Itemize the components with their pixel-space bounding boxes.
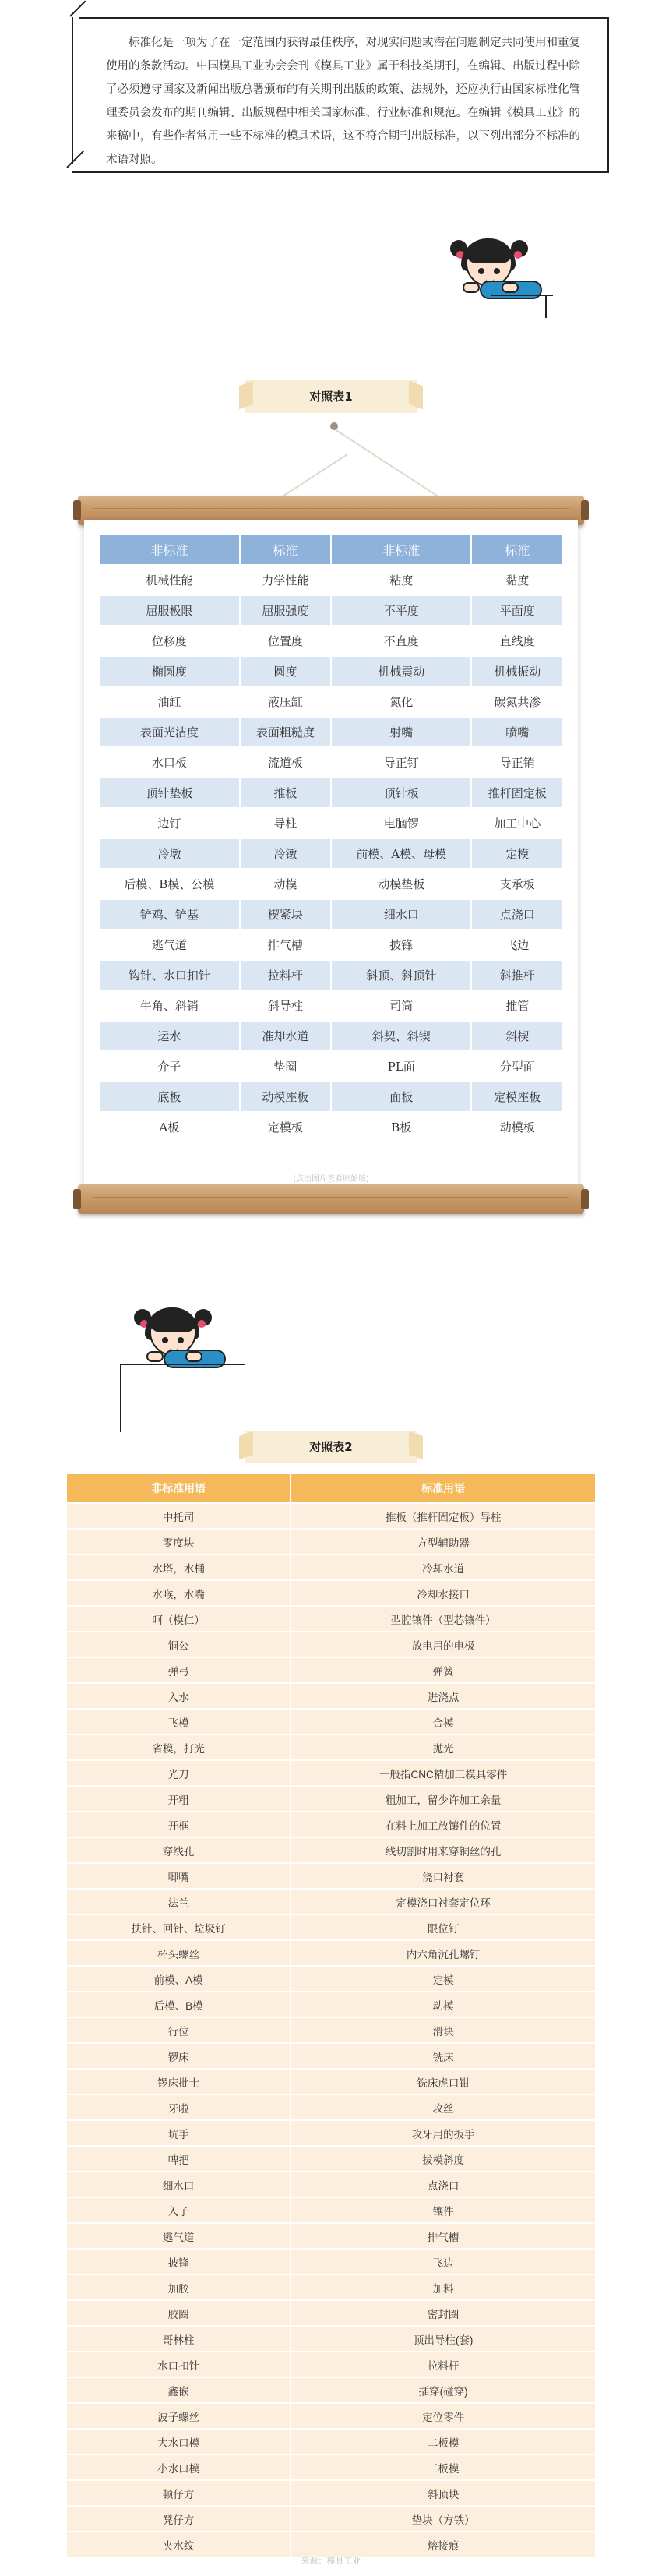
table-cell: 前模、A模 (67, 1967, 290, 1991)
table-cell: 拉料杆 (241, 961, 330, 990)
table-cell: 扶针、回针、垃圾钉 (67, 1915, 290, 1939)
table-row (67, 1787, 595, 1811)
table-cell: 披锋 (67, 2250, 290, 2274)
nail-icon (330, 422, 338, 430)
table-cell: 运水 (100, 1022, 239, 1050)
table-row (100, 870, 562, 898)
table-row (100, 991, 562, 1020)
table-cell: 水口板 (151, 756, 187, 770)
table-cell: 冷却水接口 (290, 1581, 595, 1605)
table-row (100, 961, 562, 990)
intro-border-top (79, 17, 609, 19)
table-cell: 鑫嵌 (67, 2378, 290, 2402)
table-cell: 锣床 (67, 2044, 290, 2068)
table-cell: B板 (391, 1120, 412, 1134)
table-row (67, 1632, 595, 1657)
table-cell: 冷墩 (100, 839, 239, 868)
table-row (67, 2250, 595, 2274)
intro-box (72, 17, 609, 173)
table-cell: 密封圈 (290, 2301, 595, 2325)
table-cell: 铲鸡、铲基 (100, 900, 239, 929)
table-cell: 加胶 (67, 2275, 290, 2299)
table-cell: 位移度 (151, 634, 187, 648)
table-row (67, 2507, 595, 2531)
table-row (67, 2147, 595, 2171)
table-cell: 铣床 (290, 2044, 595, 2068)
table-cell: 定模 (472, 839, 562, 868)
table-cell: 斜顶、斜顶针 (332, 961, 470, 990)
table-cell: 导正销 (499, 756, 535, 770)
table1-watermark: (点击图片查看原始版) (293, 1175, 369, 1184)
table-cell: 逃气道 (67, 2224, 290, 2248)
table-cell: 动模座板 (241, 1082, 330, 1111)
table-cell: 表面粗糙度 (241, 718, 330, 746)
table-row (67, 1812, 595, 1837)
table-row (67, 2327, 595, 2351)
table-cell: 机械性能 (146, 573, 193, 588)
table2-title-tape (245, 1431, 417, 1463)
table-cell: 波子螺丝 (67, 2404, 290, 2428)
table-row (100, 1113, 562, 1142)
table-cell: 呵（模仁） (67, 1607, 290, 1631)
table-row (67, 2070, 595, 2094)
table-row (67, 1684, 595, 1708)
table-cell: 不平度 (332, 596, 470, 625)
table-cell: 楔紧块 (241, 900, 330, 929)
intro-border-left (72, 17, 73, 164)
table-row (67, 1735, 595, 1759)
table-cell: 椭圆度 (100, 657, 239, 686)
table-cell: 介子 (157, 1060, 181, 1074)
table-cell: 弹簧 (290, 1658, 595, 1682)
table-cell: 液压缸 (267, 695, 303, 709)
table1-header: 标准 (241, 535, 330, 564)
table-row (67, 1658, 595, 1682)
table-cell: 力学性能 (262, 573, 309, 588)
table-cell: 粘度 (389, 573, 414, 588)
table-cell: 斜楔 (472, 1022, 562, 1050)
table-row (67, 1581, 595, 1605)
table-cell: 浇口衬套 (290, 1864, 595, 1888)
table-cell: 冷却水道 (290, 1555, 595, 1579)
table-cell: 粗加工，留少许加工余量 (290, 1787, 595, 1811)
table-cell: 圆度 (241, 657, 330, 686)
table-cell: 定模座板 (472, 1082, 562, 1111)
table-cell: 逃气道 (151, 938, 187, 952)
table-cell: 合模 (290, 1710, 595, 1734)
table-cell: 线切割时用来穿铜丝的孔 (290, 1838, 595, 1862)
table-cell: 不直度 (383, 634, 419, 648)
table-row (67, 1555, 595, 1579)
table-cell: 点浇口 (472, 900, 562, 929)
table-cell: 开框 (67, 1812, 290, 1837)
table-row (100, 718, 562, 746)
table2-header: 标准用语 (290, 1474, 595, 1502)
table-cell: 入水 (67, 1684, 290, 1708)
table-cell: 啤把 (67, 2147, 290, 2171)
table1-header: 标准 (472, 535, 562, 564)
table-row (100, 1082, 562, 1111)
table-cell: 穿线孔 (67, 1838, 290, 1862)
table-row (67, 1710, 595, 1734)
intro-corner-slash (69, 0, 86, 16)
table-cell: 开粗 (67, 1787, 290, 1811)
table-cell: 底板 (100, 1082, 239, 1111)
table-cell: 定位零件 (290, 2404, 595, 2428)
table-row (67, 2532, 595, 2557)
table-cell: 放电用的电极 (290, 1632, 595, 1657)
table-cell: 光刀 (67, 1761, 290, 1785)
table-row (100, 566, 562, 595)
table-cell: 冷镦 (241, 839, 330, 868)
girl-illustration (120, 1300, 237, 1385)
table-cell: 零度块 (67, 1530, 290, 1554)
table-row (67, 1864, 595, 1888)
table-cell: 夹水纹 (67, 2532, 290, 2557)
table-cell: 导柱 (273, 817, 298, 831)
table-row (100, 596, 562, 625)
table-row (67, 1761, 595, 1785)
table-cell: 拔模斜度 (290, 2147, 595, 2171)
table-cell: 斜导柱 (267, 999, 303, 1013)
table-cell: 电脑锣 (383, 817, 419, 831)
table-cell: 型腔镶件（型芯镶件） (290, 1607, 595, 1631)
table-row (67, 1838, 595, 1862)
table-row (100, 778, 562, 807)
table-cell: 加料 (290, 2275, 595, 2299)
table-cell: 镶件 (290, 2198, 595, 2222)
table-row (67, 2018, 595, 2042)
table-row (67, 2404, 595, 2428)
table-cell: 斜推杆 (472, 961, 562, 990)
table-cell: 披锋 (389, 938, 414, 952)
table-cell: 顶针板 (332, 778, 470, 807)
table-cell: 限位钉 (290, 1915, 595, 1939)
table1-paper (84, 520, 578, 1191)
table1-header: 非标准 (332, 535, 470, 564)
table-cell: 顶针垫板 (100, 778, 239, 807)
table-cell: 法兰 (67, 1890, 290, 1914)
table-row (67, 1530, 595, 1554)
table-cell: 水塔，水桶 (67, 1555, 290, 1579)
table-cell: 水喉，水嘴 (67, 1581, 290, 1605)
table-cell: 锣床批士 (67, 2070, 290, 2094)
table-cell: 凳仔方 (67, 2507, 290, 2531)
table-row (67, 1992, 595, 2017)
table-cell: 碳氮共渗 (494, 695, 541, 709)
table-cell: 大水口模 (67, 2430, 290, 2454)
table-row (67, 2455, 595, 2479)
table-cell: 前模、A模、母模 (332, 839, 470, 868)
table-cell: 推杆固定板 (472, 778, 562, 807)
table-cell: 直线度 (499, 634, 535, 648)
table-cell: 细水口 (332, 900, 470, 929)
table-row (100, 626, 562, 655)
intro-text: 标准化是一项为了在一定范围内获得最佳秩序，对现实问题或潜在问题制定共同使用和重复使用的条款活动。中国模具工业协会会刊《模具工业》属于科技类期刊，在编辑、出版过程中除了必须遵守国家及新闻出版总署颁布的有关期刊出版的政策、法规外，还应执行由国家标准化管理委员会发布的期刊编辑、出版规程中相关国家标准、行业标准和规范。在编辑《模具工业》的来稿中，有些作者常用一些不标准的模具术语，这不符合期刊出版标准，以下列出部分不标准的术语对照。 (106, 37, 580, 166)
table-cell: 插穿(碰穿) (290, 2378, 595, 2402)
table-cell: 水口扣针 (67, 2352, 290, 2377)
table-cell: 铣床虎口钳 (290, 2070, 595, 2094)
girl-illustration (436, 231, 553, 316)
table-cell: 动模板 (499, 1120, 535, 1134)
table-row (100, 687, 562, 716)
table-cell: 唧嘴 (67, 1864, 290, 1888)
table-cell: 后模、B模 (67, 1992, 290, 2017)
table-row (100, 657, 562, 686)
table-cell: 一般指CNC精加工模具零件 (290, 1761, 595, 1785)
table-cell: A板 (159, 1120, 180, 1134)
table2-container (67, 1473, 595, 2558)
table-cell: 省模，打光 (67, 1735, 290, 1759)
scroll-rod-bottom (78, 1184, 584, 1214)
table-row (100, 809, 562, 838)
table-cell: 牛角、斜销 (139, 999, 199, 1013)
table-cell: 屈服强度 (241, 596, 330, 625)
table-row (67, 2352, 595, 2377)
table-cell: 支承板 (499, 877, 535, 891)
table-row (67, 2121, 595, 2145)
table-cell: 排气槽 (267, 938, 303, 952)
table2-header: 非标准用语 (67, 1474, 290, 1502)
table-row (67, 1607, 595, 1631)
table-cell: 动模 (290, 1992, 595, 2017)
table-cell: 表面光洁度 (100, 718, 239, 746)
table2 (67, 1473, 595, 2558)
table-cell: 钩针、水口扣针 (100, 961, 239, 990)
table-row (67, 2378, 595, 2402)
table-cell: 牙啦 (67, 2095, 290, 2119)
table-cell: 小水口模 (67, 2455, 290, 2479)
table-cell: 行位 (67, 2018, 290, 2042)
table-cell: 拉料杆 (290, 2352, 595, 2377)
table-cell: 入子 (67, 2198, 290, 2222)
table-cell: 顶出导柱(套) (290, 2327, 595, 2351)
table-cell: 熔接痕 (290, 2532, 595, 2557)
table-cell: 方型辅助器 (290, 1530, 595, 1554)
table-cell: 中托司 (67, 1504, 290, 1528)
table-row (100, 748, 562, 777)
table-cell: 滑块 (290, 2018, 595, 2042)
table-cell: 进浇点 (290, 1684, 595, 1708)
table-cell: 油缸 (157, 695, 181, 709)
table-cell: 飞边 (505, 938, 530, 952)
table-cell: 位置度 (267, 634, 303, 648)
table-cell: 推板（推杆固定板）导柱 (290, 1504, 595, 1528)
table1-header: 非标准 (100, 535, 239, 564)
table-row (67, 2172, 595, 2197)
table1-title: 对照表1 (309, 390, 353, 404)
table-cell: 排气槽 (290, 2224, 595, 2248)
table-cell: 喷嘴 (472, 718, 562, 746)
table-cell: 飞模 (67, 1710, 290, 1734)
table-cell: 胶圈 (67, 2301, 290, 2325)
table-cell: 司筒 (389, 999, 414, 1013)
table-row (67, 2275, 595, 2299)
table-row (67, 2224, 595, 2248)
table-row (67, 2301, 595, 2325)
table-cell: 斜契、斜锲 (332, 1022, 470, 1050)
table-cell: 氮化 (389, 695, 414, 709)
table-row (67, 1941, 595, 1965)
table-cell: 细水口 (67, 2172, 290, 2197)
table-cell: 屈服极限 (100, 596, 239, 625)
table-cell: 坑手 (67, 2121, 290, 2145)
table-cell: 三板模 (290, 2455, 595, 2479)
table-cell: 哥林柱 (67, 2327, 290, 2351)
table2-title: 对照表2 (309, 1440, 353, 1454)
table-row (100, 900, 562, 929)
table-row (67, 1915, 595, 1939)
table-cell: 顿仔方 (67, 2481, 290, 2505)
table-row (67, 2430, 595, 2454)
table-row (100, 1052, 562, 1081)
table-cell: 黏度 (505, 573, 530, 588)
table-row (67, 1967, 595, 1991)
table-cell: 机械振动 (472, 657, 562, 686)
table-cell: 抛光 (290, 1735, 595, 1759)
table-cell: 推板 (241, 778, 330, 807)
table-cell: 后模、B模、公模 (124, 877, 215, 891)
table-cell: 斜顶块 (290, 2481, 595, 2505)
table-cell: 二板模 (290, 2430, 595, 2454)
table-cell: 杯头螺丝 (67, 1941, 290, 1965)
table-cell: 垫块（方铁） (290, 2507, 595, 2531)
table-cell: 内六角沉孔螺钉 (290, 1941, 595, 1965)
table-cell: 在料上加工放镶件的位置 (290, 1812, 595, 1837)
table-cell: 平面度 (472, 596, 562, 625)
table-cell: 动模垫板 (378, 877, 425, 891)
table-row (67, 2198, 595, 2222)
table1 (98, 533, 564, 1143)
intro-border-bottom (72, 171, 609, 173)
table-cell: 定模 (290, 1967, 595, 1991)
table-cell: 分型面 (499, 1060, 535, 1074)
table-row (100, 839, 562, 868)
table-cell: 加工中心 (494, 817, 541, 831)
intro-border-right (607, 17, 609, 173)
table-row (67, 2044, 595, 2068)
table-cell: 机械震动 (332, 657, 470, 686)
table-row (67, 2095, 595, 2119)
table-row (100, 1022, 562, 1050)
table-cell: 定模浇口衬套定位环 (290, 1890, 595, 1914)
table-cell: 流道板 (267, 756, 303, 770)
table-cell: 边钉 (157, 817, 181, 831)
table-row (67, 1890, 595, 1914)
table-cell: 攻牙用的扳手 (290, 2121, 595, 2145)
table-cell: 射嘴 (332, 718, 470, 746)
table-cell: 弹弓 (67, 1658, 290, 1682)
table-cell: 飞边 (290, 2250, 595, 2274)
table-cell: 铜公 (67, 1632, 290, 1657)
table-cell: 导正钉 (383, 756, 419, 770)
table-row (67, 1504, 595, 1528)
table-cell: PL面 (387, 1060, 415, 1074)
source-caption: 来源：模具工业 (301, 2557, 361, 2566)
table-row (67, 2481, 595, 2505)
table-row (100, 930, 562, 959)
table-cell: 动模 (273, 877, 298, 891)
table-cell: 面板 (332, 1082, 470, 1111)
table-cell: 推管 (505, 999, 530, 1013)
table-cell: 点浇口 (290, 2172, 595, 2197)
table-cell: 准却水道 (241, 1022, 330, 1050)
table-cell: 攻丝 (290, 2095, 595, 2119)
table-cell: 垫圈 (273, 1060, 298, 1074)
table1-title-tape (245, 380, 417, 413)
table-cell: 定模板 (267, 1120, 303, 1134)
